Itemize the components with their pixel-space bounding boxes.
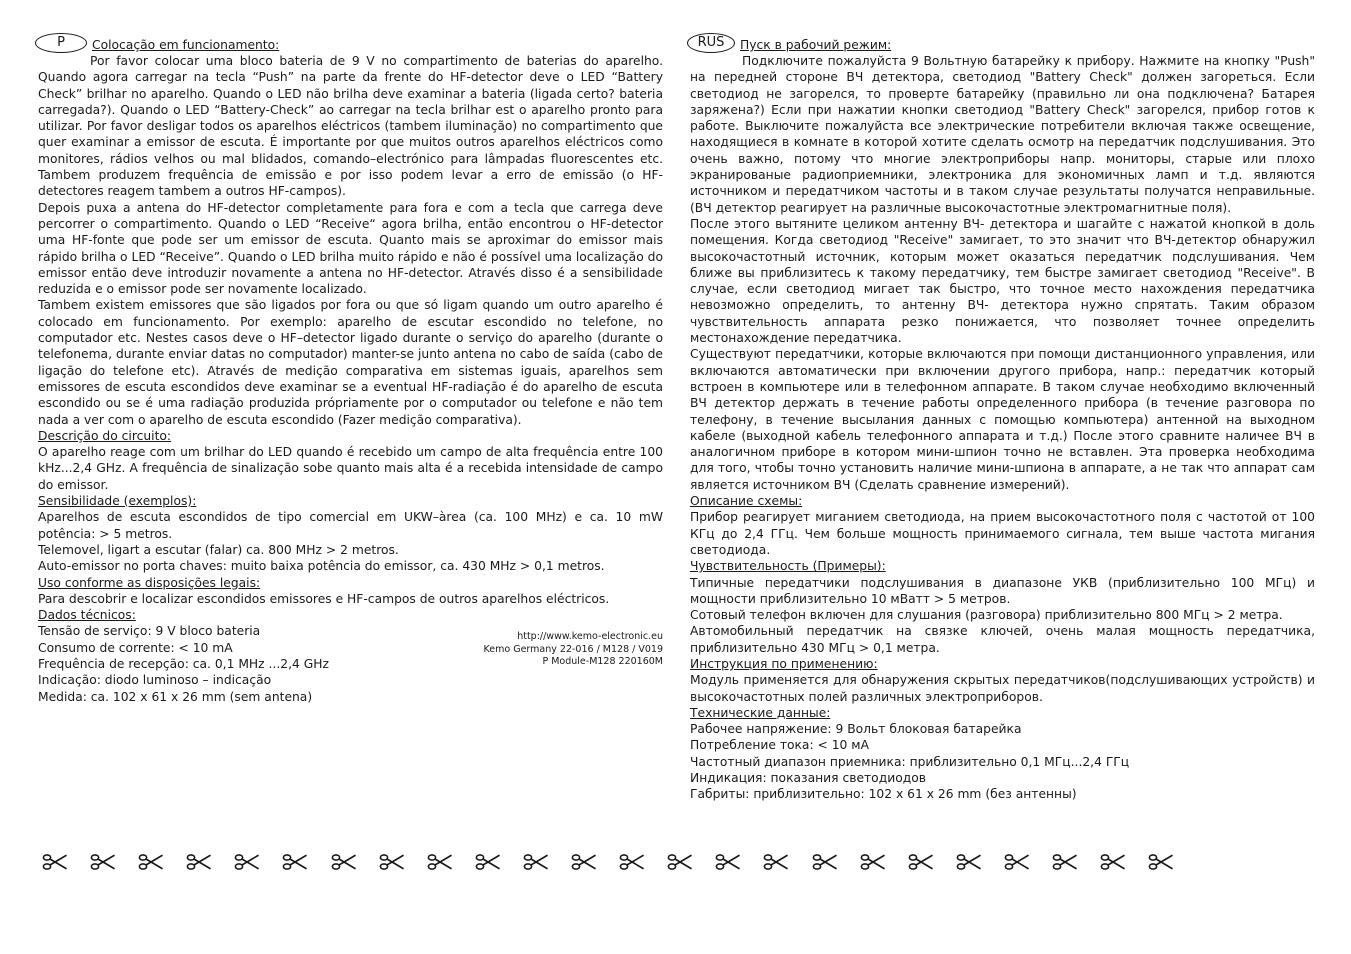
product-code: Kemo Germany 22-016 / M128 / V019 — [483, 643, 663, 655]
scissors-icon — [42, 849, 90, 875]
heading-sensitivity: Чувствительность (Примеры): — [690, 559, 886, 574]
section-title-operation: Пуск в рабочий режим: — [740, 38, 892, 52]
scissors-icon — [619, 849, 667, 875]
technical-data-block — [38, 623, 663, 704]
paragraph-operation-3: Существуют передатчики, которые включаются при помощи дистанционного управления, или включаются автоматически при включении другого прибора, напр.: передатчик который встроен в компьютере или в телефонном аппарате. В таком случае необходимо включенный ВЧ детектор держать в течение работы определенного прибора (в течение разговора по телефону, в течение высылания данных с помощью компьютера) антенной на выходном кабеле (выходной кабель телефонного аппарата и т.д.) После этого сравните наличее ВЧ в аналогичном приборе в котором мини-шпион точно не вставлен. Эта проверка необходима для того, чтобы точно установить наличие мини-шпиона в аппарате, а не так что аппарат сам является источником ВЧ (Сделать сравнение измерений). — [690, 347, 1315, 492]
sensitivity-item: Сотовый телефон включен для слушания (разговора) приблизительно 800 МГц > 2 метра. — [690, 608, 1283, 623]
paragraph-operation-2: Depois puxa a antena do HF-detector completamente para fora e com a tecla que carrega deve percorrer o compartimento. Quando o LED “Receive“ agora brilha, então encontrou o HF-detector uma HF-fonte que pode ser um emissor de escuta. Quanto mais se aproximar do emissor mais rápido brilha o LED “Receive”. Quando o LED brilha muito rápido e não é possível uma localização do emissor então deve introduzir novamente a antena no HF-detector. Através disso é a sensibilidade reduzida e o emissor pode ser novamente localizado. — [38, 200, 663, 297]
paragraph-operation-3: Tambem existem emissores que são ligados por fora ou que só ligam quando um outro aparelho é colocado em funcionamento. Por exemplo: aparelho de escutar escondido no telefone, no computador etc. Nestes casos deve o HF–detector ligado durante o serviço do aparelho (durante o telefonema, durante enviar datas no computador) manter-se junto antena no cabo de saída (cabo de ligação do telefone etc). Através de medição comparativa em sistemas iguais, aparelhos sem emissores de escuta escondidos deve examinar se a eventual HF-radiação é do aparelho de escuta escondido ou se é uma radiação produzida própriamente por o computador ou telefone e não tem nada a ver com o aparelho de escuta escondido (Fazer medição comparativa). — [38, 298, 663, 427]
scissors-icon — [1052, 849, 1100, 875]
scissors-icon — [956, 849, 1004, 875]
section-header-operation — [690, 34, 1315, 53]
tech-spec-line: Габриты: приблизительно: 102 x 61 x 26 mm (без антенны) — [690, 787, 1077, 802]
sensitivity-item: Telemovel, ligart a escutar (falar) ca. 800 MHz > 2 metros. — [38, 542, 399, 557]
scissors-icon — [860, 849, 908, 875]
scissors-icon — [475, 849, 523, 875]
tech-spec-line: Tensão de serviço: 9 V bloco bateria — [38, 624, 261, 639]
scissors-icon — [379, 849, 427, 875]
heading-intended-use: Инструкция по применению: — [690, 656, 878, 671]
scissors-icon — [138, 849, 186, 875]
russian-column — [690, 34, 1315, 803]
scissors-icon — [908, 849, 956, 875]
tech-spec-line: Indicação: diodo luminoso – indicação — [38, 673, 272, 688]
paragraph-intended-use: Модуль применяется для обнаружения скрытых передатчиков(подслушивающих устройств) и высокочастотных полей различных электроприборов. — [690, 673, 1315, 704]
tech-spec-line: Частотный диапазон приемника: приблизительно 0,1 МГц...2,4 ГГц — [690, 754, 1130, 769]
scissors-icon — [812, 849, 860, 875]
section-header-operation — [38, 34, 663, 53]
scissors-icon — [1100, 849, 1148, 875]
paragraph-circuit: O aparelho reage com um brilhar do LED quando é recebido um campo de alta frequência entre 100 kHz...2,4 GHz. A frequência de sinalização sobe quanto mais alta é a recebida intensidade de campo do emissor. — [38, 445, 663, 492]
scissors-icon — [282, 849, 330, 875]
heading-circuit: Descrição do circuito: — [38, 428, 172, 443]
scissors-icon — [667, 849, 715, 875]
section-title-operation: Colocação em funcionamento: — [92, 38, 280, 52]
heading-technical-data: Dados técnicos: — [38, 608, 136, 623]
sensitivity-item: Auto-emissor no porta chaves: muito baixa potência do emissor, ca. 430 MHz > 0,1 metros. — [38, 559, 605, 574]
website-url: http://www.kemo-electronic.eu — [517, 631, 663, 643]
scissors-icon — [1148, 849, 1196, 875]
scissors-icon — [571, 849, 619, 875]
heading-technical-data: Технические данные: — [690, 705, 831, 720]
sensitivity-item: Aparelhos de escuta escondidos de tipo comercial em UKW–àrea (ca. 100 MHz) e ca. 10 mW potência: > 5 metros. — [38, 510, 663, 541]
language-badge: RUS — [687, 33, 735, 53]
tech-spec-line: Потребление тока: < 10 мА — [690, 738, 869, 753]
paragraph-circuit: Прибор реагирует миганием светодиода, на прием высокочастотного поля с частотой от 100 КГц до 2,4 ГГц. Чем больше мощность принимаемого сигнала, тем выше частота мигания светодиода. — [690, 510, 1315, 557]
paragraph-operation-2: После этого вытяните целиком антенну ВЧ- детектора и шагайте с нажатой кнопкой в доль помещения. Когда светодиод "Receive" замигает, то это значит что ВЧ-детектор обнаружил высокочастотный источник, которым может оказаться передатчик подслушивания. Чем ближе вы приблизитесь к такому передатчику, тем быстре замигает светодиод "Receive". В случае, если светодиод мигает так быстро, что точное место нахождения передатчика невозможно определить, то антенну ВЧ- детектора нужно спрятать. Таким образом чувствительность аппарата резко понижается, что позволяет точнее определить местонахождение передатчика. — [690, 216, 1315, 346]
manufacturer-info — [484, 631, 663, 668]
heading-intended-use: Uso conforme as disposições legais: — [38, 575, 261, 590]
tech-spec-line: Индикация: показания светодиодов — [690, 771, 926, 786]
scissors-icon — [427, 849, 475, 875]
tech-spec-line: Frequência de recepção: ca. 0,1 MHz ...2,4 GHz — [38, 656, 329, 671]
scissors-icon — [763, 849, 811, 875]
cut-line — [42, 849, 1196, 875]
module-code: P Module-M128 220160M — [542, 655, 663, 667]
portuguese-column — [38, 34, 663, 705]
paragraph-operation-1: Por favor colocar uma bloco bateria de 9 V no compartimento de baterias do aparelho. Quando agora carregar na tecla “Push” na parte da frente do HF-detector deve o LED “Battery Check” brilhar no aparelho. Quando o LED não brilha deve examinar a bateria (ligada certo? bateria carregada?). Quando o LED “Battery-Check” ao carregar na tecla brilhar est o aparelho pronto para utilizar. Por favor desligar todos os aparelhos eléctricos (tambem iluminação) no compartimento que quer examinar a emissor de escuta. É importante por que muitos outros aparelhos eléctricos como monitores, rádios velhos ou mal blidados, comando–electrónico para lâmpadas fluorescentes etc. Tambem produzem frequência de emissão e por isso podem levar a erro de emissão (o HF- detectores reagem tambem a outros HF-campos). — [38, 54, 663, 199]
sensitivity-item: Типичные передатчики подслушивания в диапазоне УКВ (приблизительно 100 МГц) и мощности приблизительно 10 мВатт > 5 метров. — [690, 575, 1315, 606]
tech-spec-line: Medida: ca. 102 x 61 x 26 mm (sem antena) — [38, 689, 313, 704]
scissors-icon — [331, 849, 379, 875]
tech-spec-line: Рабочее напряжение: 9 Вольт блоковая батарейка — [690, 722, 1022, 737]
tech-spec-line: Consumo de corrente: < 10 mA — [38, 640, 233, 655]
heading-circuit: Описание схемы: — [690, 494, 803, 509]
scissors-icon — [234, 849, 282, 875]
language-badge: P — [35, 33, 87, 53]
scissors-icon — [90, 849, 138, 875]
paragraph-operation-1: Подключите пожалуйста 9 Вольтную батарейку к прибору. Нажмите на кнопку "Push" на передней стороне ВЧ детектора, светодиод "Battery Check" должен загореться. Если светодиод не загорелся, то проверте батарейку (правильно ли она подключена? Батарея заряжена?) Если при нажатии кнопки светодиод "Battery Check" загорелся, прибор готов к работе. Выключите пожалуйста все электрические потребители включая также освещение, находящиеся в комнате в которой хотите сделать осмотр на передатчик подслушивания. Это очень важно, потому что многие электроприборы напр. мониторы, старые или плохо экранированые радиоприемники, электроника для экономичных ламп и т.д. являются источником и передатчиком частоты и в таком случае результаты получатся неправильные. (ВЧ детектор реагирует на различные высокочастотные электромагнитные поля). — [690, 54, 1315, 215]
scissors-icon — [1004, 849, 1052, 875]
scissors-icon — [715, 849, 763, 875]
scissors-icon — [186, 849, 234, 875]
paragraph-intended-use: Para descobrir e localizar escondidos emissores e HF-campos de outros aparelhos eléctricos. — [38, 591, 610, 606]
heading-sensitivity: Sensibilidade (exemplos): — [38, 494, 197, 509]
scissors-icon — [523, 849, 571, 875]
sensitivity-item: Автомобильный передатчик на связке ключей, очень малая мощность передатчика, приблизительно 430 МГц > 0,1 метра. — [690, 624, 1315, 655]
